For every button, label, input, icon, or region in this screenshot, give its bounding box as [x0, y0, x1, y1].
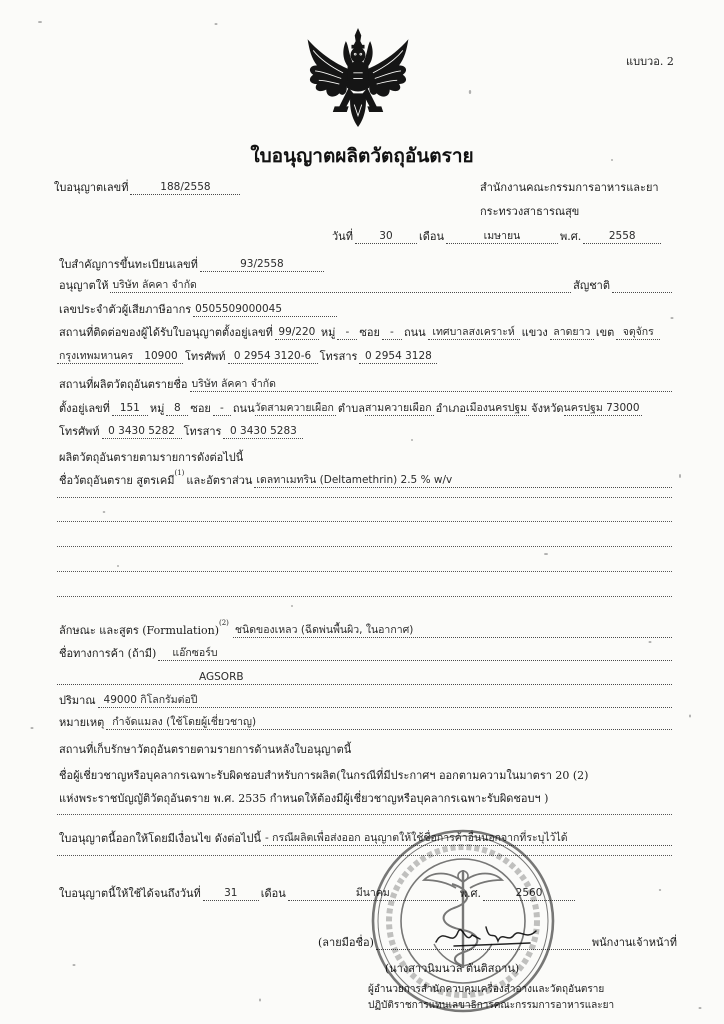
storage-text: สถานที่เก็บรักษาวัตถุอันตรายตามรายการด้านหลังใบอนุญาตนี้: [59, 743, 352, 756]
factory-district: เมืองนครปฐม: [465, 402, 528, 414]
contact-subdistrict: ลาดยาว: [550, 325, 594, 340]
blank-line: [57, 521, 672, 522]
formulation-row: [57, 619, 672, 638]
factory-name: บริษัท ลัคคา จำกัด: [190, 377, 672, 392]
form-code: แบบวอ. 2: [626, 55, 674, 68]
issuer-ministry: กระทรวงสาธารณสุข: [480, 205, 580, 218]
signature-row: [316, 934, 679, 950]
contact-address-label: สถานที่ติดต่อของผู้ได้รับใบอนุญาตตั้งอยู่เลขที่: [59, 326, 273, 339]
garuda-emblem: [302, 26, 414, 129]
validity-label: ใบอนุญาตนี้ให้ใช้ได้จนถึงวันที่: [59, 887, 201, 900]
validity-month-label: เดือน: [260, 887, 286, 900]
contact-soi-label: ซอย: [359, 326, 380, 339]
licensee-label: อนุญาตให้: [59, 279, 109, 292]
contact-road: เทศบาลสงเคราะห์: [428, 325, 520, 340]
expert-text-line-1: ชื่อผู้เชี่ยวชาญหรือบุคลากรเฉพาะรับผิดชอบสำหรับการผลิต(ในกรณีที่มีประกาศฯ ออกตามความในมาตรา 20 (2): [59, 769, 589, 782]
factory-road: วัดสามควายเผือก: [254, 402, 334, 414]
contact-district-label: เขต: [595, 326, 615, 339]
contact-district: จตุจักร: [616, 325, 660, 340]
tax-id-row: [57, 301, 337, 317]
validity-row: [57, 885, 575, 901]
trade-name-row-2: [57, 669, 672, 685]
contact-address-row: [57, 324, 660, 340]
issue-date-row: [330, 228, 661, 244]
contact-phone: 0 2954 3120-6: [228, 349, 318, 364]
blank-line: [57, 855, 672, 856]
formulation-label: ลักษณะ และสูตร (Formulation): [59, 624, 219, 637]
trade-name-row: [57, 645, 672, 661]
note-label: หมายเหตุ: [59, 716, 105, 729]
contact-house-no: 99/220: [275, 325, 319, 340]
factory-house-no: 151: [112, 401, 148, 416]
issue-year-label: พ.ศ.: [559, 230, 582, 243]
contact-phone-row: [57, 348, 437, 364]
licensee-name: บริษัท ลัคคา จำกัด: [110, 278, 571, 293]
formulation-value: ชนิดของเหลว (ฉีดพ่นพื้นผิว, ในอากาศ): [233, 623, 672, 638]
factory-moo: 8: [166, 401, 188, 416]
blank-line: [57, 596, 672, 597]
tax-id-label: เลขประจำตัวผู้เสียภาษีอากร: [59, 303, 192, 316]
signatory-name: (นางสาวนิมนวล ตันติสถาน): [384, 962, 520, 975]
validity-year-label: พ.ศ.: [459, 887, 482, 900]
factory-house-no-label: ตั้งอยู่เลขที่: [59, 402, 110, 415]
tax-id: 0505509000045: [193, 302, 337, 317]
blank-line: [57, 814, 672, 815]
issue-day-label: วันที่: [332, 230, 353, 243]
factory-fax-label: โทรสาร: [183, 425, 222, 438]
conditions-text: - กรณีผลิตเพื่อส่งออก อนุญาตให้ใช้ชื่อการค้าอื่นนอกจากที่ระบุไว้ได้: [263, 831, 672, 846]
trade-name-english: AGSORB: [57, 670, 672, 685]
factory-soi-label: ซอย: [190, 402, 211, 415]
issue-month: เมษายน: [446, 229, 558, 244]
blank-line: [57, 571, 672, 572]
quantity-label: ปริมาณ: [59, 694, 96, 707]
nationality-field: [612, 278, 672, 293]
issue-day: 30: [355, 229, 417, 244]
document-title: ใบอนุญาตผลิตวัตถุอันตราย: [250, 145, 474, 167]
conditions-label: ใบอนุญาตนี้ออกให้โดยมีเงื่อนไข ดังต่อไปนี้: [59, 832, 262, 845]
factory-province: นครปฐม 73000: [563, 402, 640, 414]
contact-fax-label: โทรสาร: [319, 350, 358, 363]
factory-fax: 0 3430 5283: [223, 424, 303, 439]
factory-name-label: สถานที่ผลิตวัตถุอันตรายชื่อ: [59, 378, 188, 391]
registration-row: [57, 256, 324, 272]
contact-road-label: ถนน: [403, 326, 426, 339]
substance-row: [57, 469, 672, 488]
trade-name-label: ชื่อทางการค้า (ถ้ามี): [59, 647, 157, 660]
nationality-label: สัญชาติ: [573, 279, 610, 292]
contact-subdistrict-label: แขวง: [521, 326, 548, 339]
contact-postcode: 10900: [139, 349, 183, 364]
footnote-marker-2: (2): [219, 619, 229, 627]
conditions-row: [57, 830, 672, 846]
trade-name-thai: แอ๊กซอร์บ: [158, 646, 672, 661]
contact-moo: -: [337, 325, 357, 340]
factory-phone: 0 3430 5282: [102, 424, 182, 439]
factory-subdistrict-label: ตำบล: [337, 402, 365, 415]
licensee-row: [57, 277, 672, 293]
contact-fax: 0 2954 3128: [359, 349, 437, 364]
signatory-title-line-2: ปฏิบัติราชการแทนเลขาธิการคณะกรรมการอาหารและยา: [368, 1000, 615, 1011]
ratio-label: และอัตราส่วน: [186, 474, 253, 487]
note-row: [57, 714, 672, 730]
signatory-role: พนักงานเจ้าหน้าที่: [591, 936, 677, 949]
validity-year: 2560: [483, 886, 575, 901]
product-heading: ผลิตวัตถุอันตรายตามรายการดังต่อไปนี้: [59, 451, 244, 464]
license-number-row: [52, 179, 240, 195]
blank-line: [57, 497, 672, 498]
expert-text-line-2: แห่งพระราชบัญญัติวัตถุอันตราย พ.ศ. 2535 กำหนดให้ต้องมีผู้เชี่ยวชาญหรือบุคลากรเฉพาะรับผิดชอบฯ ): [59, 792, 549, 805]
issue-year: 2558: [583, 229, 661, 244]
license-number: 188/2558: [130, 180, 240, 195]
contact-soi: -: [382, 325, 402, 340]
registration-number: 93/2558: [200, 257, 324, 272]
quantity-value: 49000 กิโลกรัมต่อปี: [98, 693, 672, 708]
factory-phone-row: [57, 423, 303, 439]
contact-phone-label: โทรศัพท์: [185, 350, 226, 363]
license-number-label: ใบอนุญาตเลขที่: [54, 181, 129, 194]
signatory-title-line-1: ผู้อำนวยการสำนักควบคุมเครื่องสำอางและวัตถุอันตราย: [368, 984, 605, 995]
factory-phone-label: โทรศัพท์: [59, 425, 100, 438]
validity-day: 31: [203, 886, 259, 901]
substance-label: ชื่อวัตถุอันตราย สูตรเคมี: [59, 474, 175, 487]
issue-month-label: เดือน: [418, 230, 444, 243]
contact-province: กรุงเทพมหานคร: [57, 349, 139, 364]
factory-moo-label: หมู่: [149, 402, 165, 415]
contact-moo-label: หมู่: [320, 326, 336, 339]
factory-province-label: จังหวัด: [531, 402, 564, 415]
footnote-marker-1: (1): [174, 469, 185, 477]
note-value: กำจัดแมลง (ใช้โดยผู้เชี่ยวชาญ): [106, 715, 672, 730]
factory-name-row: [57, 376, 672, 392]
substance-value: เดลทาเมทริน (Deltamethrin) 2.5 % w/v: [254, 473, 672, 488]
registration-label: ใบสำคัญการขึ้นทะเบียนเลขที่: [59, 258, 198, 271]
issuer-office: สำนักงานคณะกรรมการอาหารและยา: [480, 181, 659, 194]
quantity-row: [57, 692, 672, 708]
blank-line: [57, 546, 672, 547]
factory-road-label: ถนน: [232, 402, 255, 415]
signature-label: (ลายมือชื่อ): [318, 936, 374, 949]
signature-line: [376, 935, 590, 950]
factory-soi: -: [213, 401, 231, 416]
factory-district-label: อำเภอ: [435, 402, 466, 415]
factory-subdistrict: สามควายเผือก: [364, 402, 432, 414]
factory-address-row: [57, 400, 642, 416]
validity-month: มีนาคม: [288, 886, 458, 901]
